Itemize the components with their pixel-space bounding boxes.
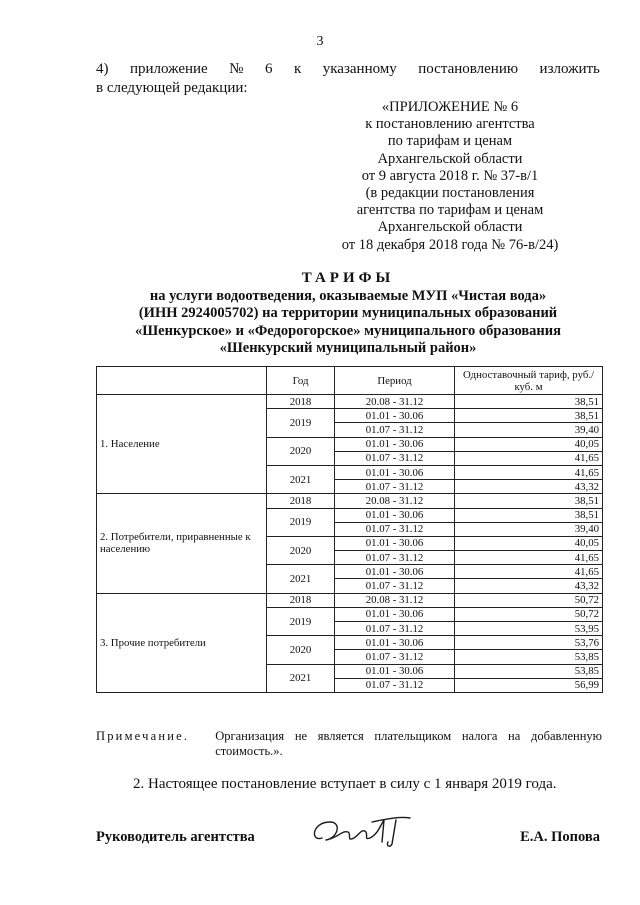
year-cell: 2019 <box>267 607 335 635</box>
period-cell: 01.07 - 31.12 <box>335 522 455 536</box>
year-cell: 2021 <box>267 664 335 692</box>
period-cell: 01.01 - 30.06 <box>335 508 455 522</box>
header-period: Период <box>335 367 455 395</box>
paragraph-4-word: указанному <box>322 61 397 77</box>
paragraph-4 <box>96 60 600 98</box>
document-title <box>96 270 600 358</box>
note-text: Организация не является плательщиком налога на добавленную стоимость.». <box>215 729 602 758</box>
table-header-row <box>97 367 603 395</box>
tariff-table-body <box>97 395 603 693</box>
period-cell: 01.07 - 31.12 <box>335 480 455 494</box>
period-cell: 01.01 - 30.06 <box>335 664 455 678</box>
appendix-line: (в редакции постановления <box>365 185 535 202</box>
period-cell: 01.01 - 30.06 <box>335 409 455 423</box>
period-cell: 01.07 - 31.12 <box>335 551 455 565</box>
appendix-line: «ПРИЛОЖЕНИЕ № 6 <box>381 99 519 115</box>
appendix-line: агентства по тарифам и ценам <box>356 202 544 219</box>
consumer-group-cell: 3. Прочие потребители <box>97 593 267 692</box>
tariff-cell: 38,51 <box>455 409 603 423</box>
year-cell: 2020 <box>267 636 335 664</box>
appendix-line: от 9 августа 2018 г. № 37-в/1 <box>361 167 539 184</box>
tariff-cell: 41,65 <box>455 565 603 579</box>
title-heading: ТАРИФЫ <box>301 270 395 286</box>
consumer-group-cell: 2. Потребители, приравненные к населению <box>97 494 267 593</box>
paragraph-4-line-1 <box>96 60 600 79</box>
consumer-group-cell: 1. Население <box>97 395 267 494</box>
tariff-cell: 41,65 <box>455 551 603 565</box>
tariff-cell: 41,65 <box>455 465 603 479</box>
appendix-line: Архангельской области <box>377 150 523 167</box>
tariff-cell: 40,05 <box>455 536 603 550</box>
tariff-cell: 56,99 <box>455 678 603 692</box>
tariff-cell: 39,40 <box>455 522 603 536</box>
tariff-cell: 43,32 <box>455 480 603 494</box>
year-cell: 2021 <box>267 465 335 493</box>
year-cell: 2019 <box>267 409 335 437</box>
note-label: Примечание. <box>96 729 190 743</box>
tariff-cell: 50,72 <box>455 607 603 621</box>
period-cell: 01.07 - 31.12 <box>335 579 455 593</box>
paragraph-4-word: 4) <box>96 61 109 77</box>
period-cell: 01.07 - 31.12 <box>335 650 455 664</box>
paragraph-4-word: 6 <box>264 61 273 77</box>
period-cell: 01.01 - 30.06 <box>335 607 455 621</box>
header-group <box>97 367 267 395</box>
year-cell: 2020 <box>267 437 335 465</box>
period-cell: 01.07 - 31.12 <box>335 678 455 692</box>
title-line: (ИНН 2924005702) на территории муниципальных образований <box>138 305 558 321</box>
title-line: «Шенкурский муниципальный район» <box>219 340 477 356</box>
header-year: Год <box>267 367 335 395</box>
period-cell: 01.01 - 30.06 <box>335 536 455 550</box>
header-tariff: Одноставочный тариф, руб./куб. м <box>455 367 603 395</box>
appendix-line: по тарифам и ценам <box>387 133 513 150</box>
year-cell: 2020 <box>267 536 335 564</box>
appendix-line: от 18 декабря 2018 года № 76-в/24) <box>341 236 559 253</box>
tariff-cell: 40,05 <box>455 437 603 451</box>
appendix-line: к постановлению агентства <box>365 116 535 133</box>
period-cell: 01.01 - 30.06 <box>335 565 455 579</box>
signatory-name: Е.А. Попова <box>520 829 600 845</box>
period-cell: 20.08 - 31.12 <box>335 395 455 409</box>
table-row <box>97 494 603 508</box>
table-row <box>97 593 603 607</box>
year-cell: 2018 <box>267 395 335 409</box>
tariff-cell: 41,65 <box>455 451 603 465</box>
period-cell: 01.01 - 30.06 <box>335 437 455 451</box>
tariff-cell: 43,32 <box>455 579 603 593</box>
paragraph-4-word: № <box>229 61 244 77</box>
paragraph-2: 2. Настоящее постановление вступает в силу с 1 января 2019 года. <box>133 776 557 792</box>
year-cell: 2018 <box>267 593 335 607</box>
handwritten-signature <box>308 808 418 856</box>
page-number: 3 <box>316 34 324 49</box>
tariff-cell: 38,51 <box>455 508 603 522</box>
note <box>96 729 602 759</box>
year-cell: 2021 <box>267 565 335 593</box>
paragraph-4-line-2: в следующей редакции: <box>96 80 248 96</box>
table-row <box>97 395 603 409</box>
tariff-cell: 53,95 <box>455 622 603 636</box>
period-cell: 01.07 - 31.12 <box>335 451 455 465</box>
period-cell: 01.07 - 31.12 <box>335 622 455 636</box>
title-line: на услуги водоотведения, оказываемые МУП «Чистая вода» <box>149 287 547 304</box>
signatory-position: Руководитель агентства <box>96 829 255 845</box>
tariff-cell: 50,72 <box>455 593 603 607</box>
tariff-cell: 53,85 <box>455 650 603 664</box>
period-cell: 20.08 - 31.12 <box>335 494 455 508</box>
paragraph-4-word: приложение <box>129 61 208 77</box>
period-cell: 01.01 - 30.06 <box>335 636 455 650</box>
period-cell: 20.08 - 31.12 <box>335 593 455 607</box>
appendix-header <box>320 99 580 254</box>
period-cell: 01.07 - 31.12 <box>335 423 455 437</box>
tariff-cell: 53,85 <box>455 664 603 678</box>
tariff-cell: 38,51 <box>455 395 603 409</box>
tariff-table <box>96 366 603 693</box>
tariff-cell: 53,76 <box>455 636 603 650</box>
period-cell: 01.01 - 30.06 <box>335 465 455 479</box>
paragraph-4-word: изложить <box>539 61 600 77</box>
tariff-cell: 38,51 <box>455 494 603 508</box>
paragraph-4-word: к <box>293 61 302 77</box>
tariff-cell: 39,40 <box>455 423 603 437</box>
appendix-line: Архангельской области <box>377 219 523 236</box>
title-line: «Шенкурское» и «Федорогорское» муниципального образования <box>135 322 561 339</box>
paragraph-4-word: постановлению <box>418 61 519 77</box>
year-cell: 2018 <box>267 494 335 508</box>
year-cell: 2019 <box>267 508 335 536</box>
